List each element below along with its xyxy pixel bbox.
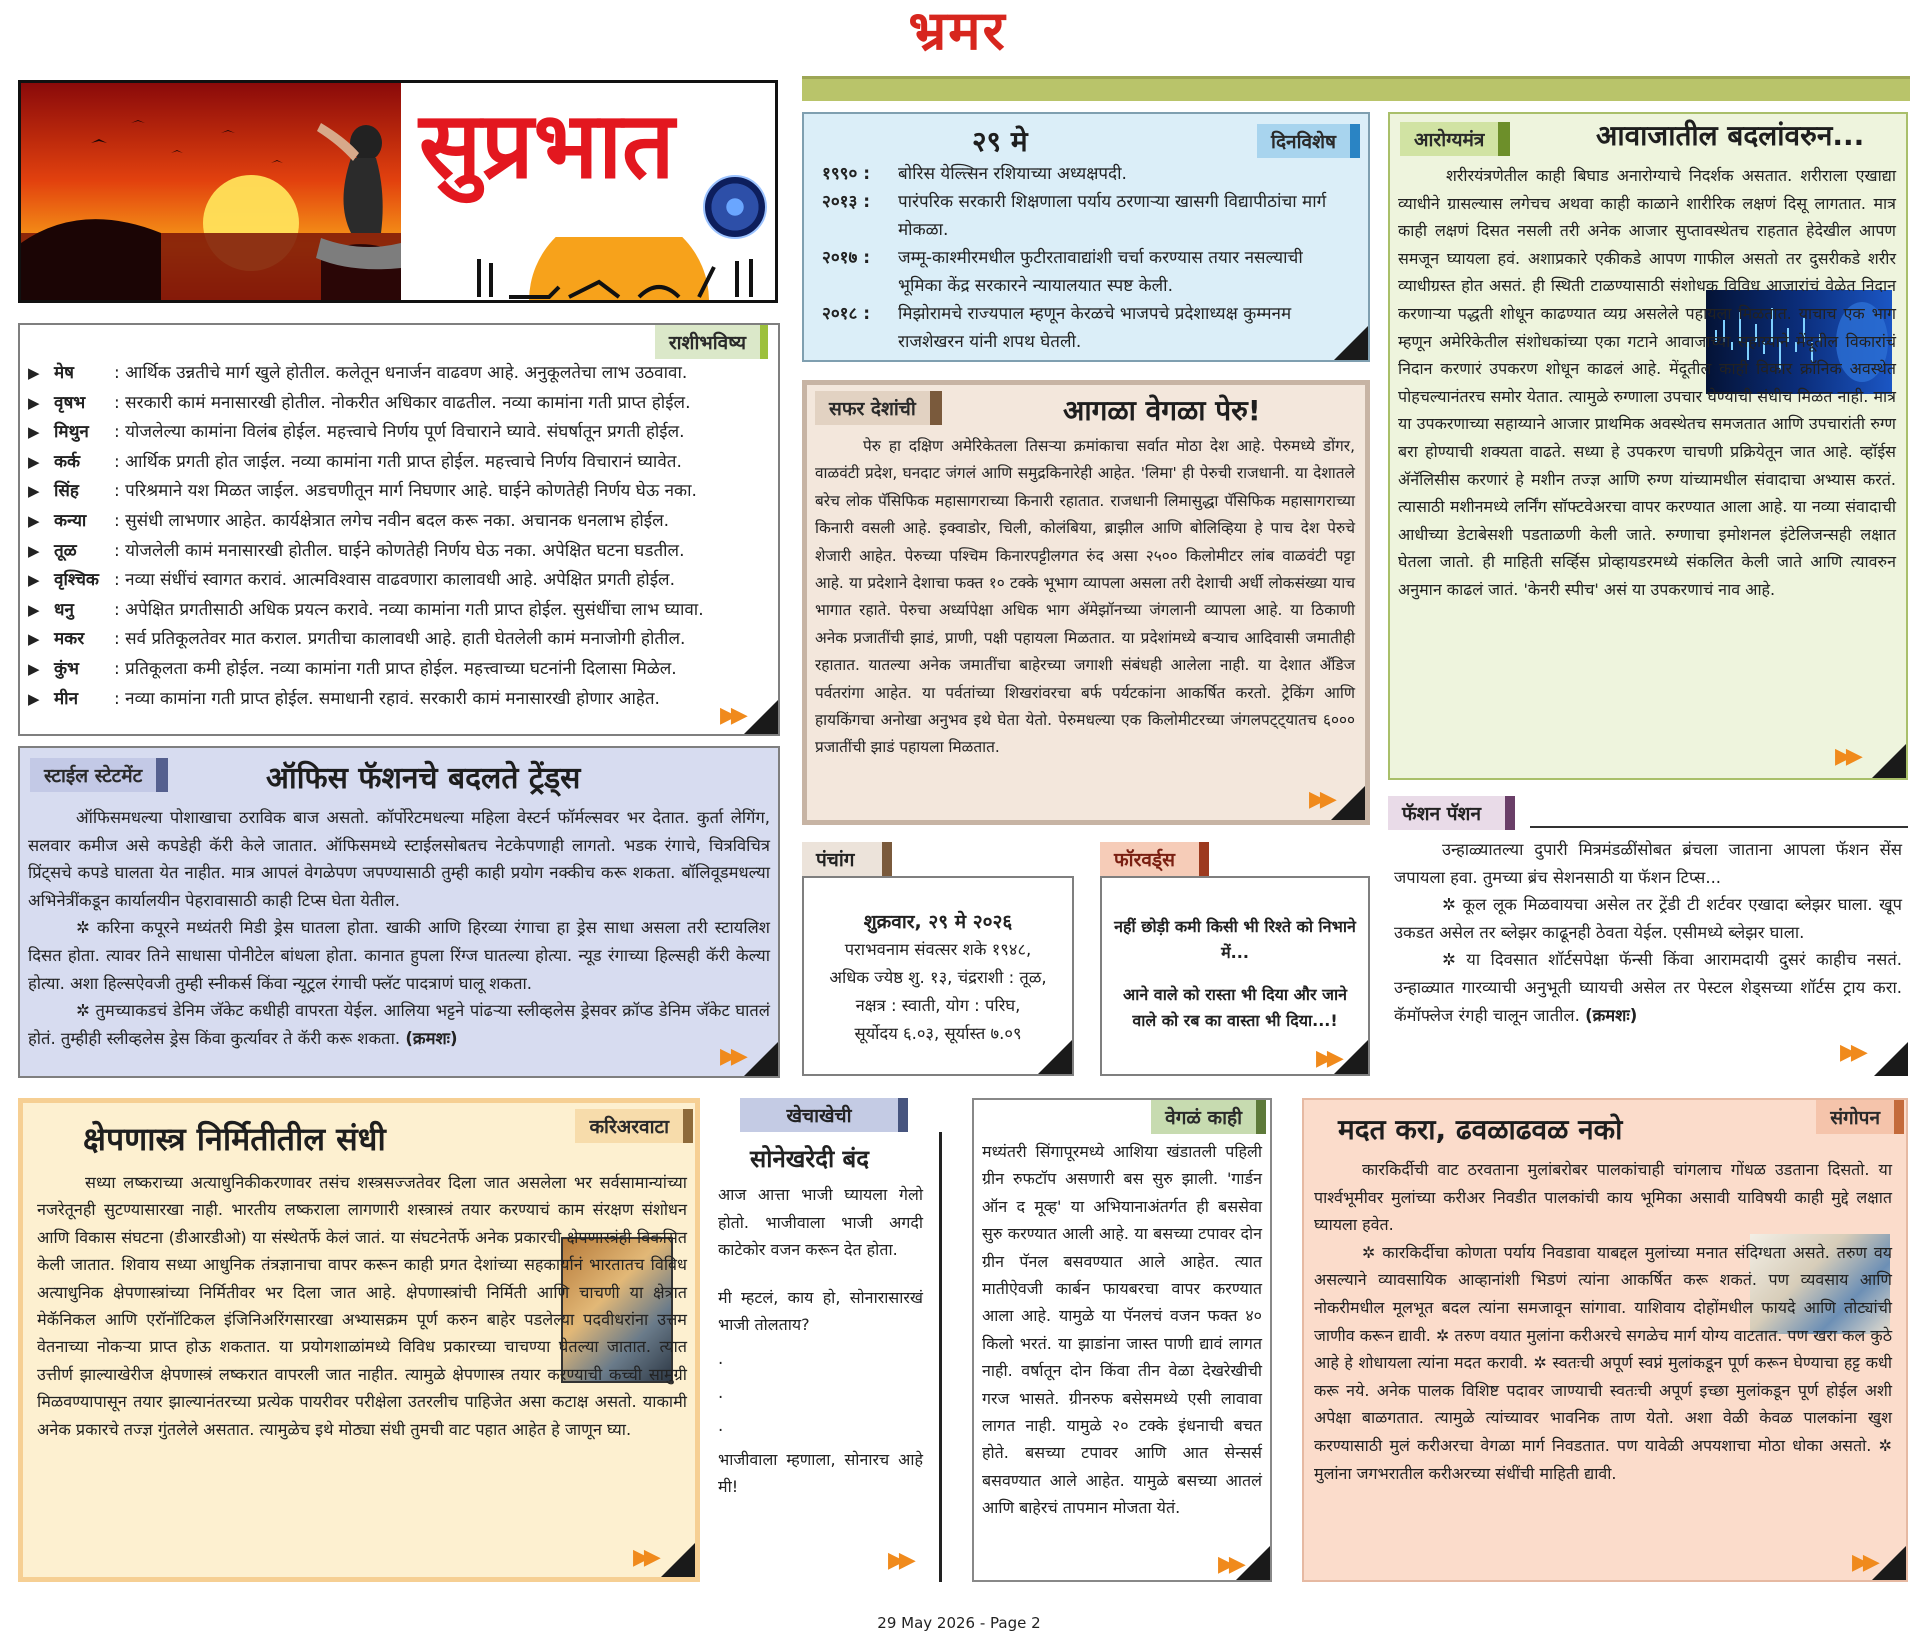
khecha-dot-1: . bbox=[718, 1348, 724, 1368]
corner-decoration bbox=[1334, 326, 1368, 360]
rashi-text: : योजलेल्या कामांना विलंब होईल. महत्त्वाचे निर्णय पूर्ण विचाराने घ्यावे. संघर्षातून प्रगती होईल. bbox=[114, 422, 685, 443]
dinvishesh-tag: दिनविशेष bbox=[1257, 124, 1360, 158]
event-text: जम्मू-काश्मीरमधील फुटीरतावाद्यांशी चर्चा करण्यास तयार नसल्याची भूमिका केंद्र सरकारने न्यायालयात स्पष्ट केली. bbox=[898, 248, 1303, 296]
suprabhat-title: सुप्रभात bbox=[419, 92, 675, 199]
forwards-panel bbox=[1100, 876, 1370, 1076]
safar-title: आगळा वेगळा पेरु! bbox=[1063, 394, 1261, 427]
rashi-sign: मकर bbox=[54, 629, 85, 650]
career-title: क्षेपणास्त्र निर्मितीतील संधी bbox=[83, 1120, 386, 1158]
rashi-sign: कर्क bbox=[54, 451, 81, 472]
dinvishesh-date: २९ मे bbox=[972, 125, 1028, 158]
masthead-logo: भ्रमर bbox=[908, 0, 1007, 62]
rashi-row bbox=[28, 507, 768, 537]
dinvishesh-event bbox=[822, 244, 1348, 300]
page-footer: 29 May 2026 - Page 2 bbox=[877, 1614, 1041, 1632]
rashi-sign: कुंभ bbox=[54, 658, 80, 679]
career-body bbox=[37, 1169, 687, 1443]
rashi-row bbox=[28, 596, 768, 626]
corner-decoration bbox=[1331, 786, 1365, 820]
play-arrow-icon: ▶ bbox=[28, 452, 40, 471]
corner-decoration bbox=[1334, 1040, 1368, 1074]
rashi-text: : नव्या कामांना गती प्राप्त होईल. समाधानी रहावं. सरकारी कामं मनासारखी होणार आहेत. bbox=[114, 688, 660, 709]
yoga-sun-strip bbox=[469, 237, 769, 301]
vegla-body: मध्यंतरी सिंगापूरमध्ये आशिया खंडातली पहिली ग्रीन रुफटॉप असणारी बस सुरु झाली. 'गार्डन ऑन द मूव्ह' या अभियानाअंतर्गत ही बससेवा सुरु करण्यात आली आहे. या बसच्या टपावर दोन ग्रीन पॅनल बसवण्यात आले आहेत. त्यात मातीऐवजी कार्बन फायबरचा वापर करण्यात आला आहे. यामुळे या पॅनलचं वजन फक्त ४० किलो भरतं. या झाडांना जास्त पाणी द्यावं लागत नाही. वर्षातून दोन किंवा तीन वेळा देखरेखीची गरज भासते. ग्रीनरुफ बसेसमध्ये एसी लावावा लागत नाही. यामुळे २० टक्के इंधनाची बचत होते. बसच्या टपावर आणि आत सेन्सर्स बसवण्यात आले आहेत. यामुळे बसच्या आतलं आणि बाहेरचं तापमान मोजता येतं. bbox=[982, 1142, 1262, 1518]
event-year: २०१७ : bbox=[822, 248, 871, 268]
rashi-row bbox=[28, 418, 768, 448]
rashi-text: : सर्व प्रतिकूलतेवर मात कराल. प्रगतीचा कालावधी आहे. हाती घेतलेली कामं मनाजोगी होतील. bbox=[114, 629, 686, 650]
safar-body: पेरु हा दक्षिण अमेरिकेतला तिसऱ्या क्रमांकाचा सर्वात मोठा देश आहे. पेरुमध्ये डोंगर, वाळवंटी प्रदेश, घनदाट जंगलं आणि समुद्रकिनारेही आहेत. 'लिमा' ही पेरुची राजधानी. या देशातले बरेच लोक पॅसिफिक महासागराच्या किनारी रहातात. राजधानी लिमासुद्धा पॅसिफिक महासागराच्या किनारी वसली आहे. इक्वाडोर, चिली, कोलंबिया, ब्राझील आणि बोलिव्हिया हे पाच देश पेरुचे शेजारी आहेत. पेरुच्या पश्चिम किनारपट्टीलगत रुंद असा २५०० किलोमीटर लांब वाळवंटी पट्टा आहे. या प्रदेशाने देशाचा फक्त १० टक्के भूभाग व्यापला असला तरी देशाची अर्धी लोकसंख्या याच भागात रहाते. पेरुचा अर्ध्यापेक्षा अधिक भाग ॲमेझॉनच्या जंगलानी व्यापला आहे. या ठिकाणी अनेक प्रजातींची झाडं, प्राणी, पक्षी पहायला मिळतात. या प्रदेशांमध्ये बऱ्याच आदिवासी जमातीही रहातात. यातल्या अनेक जमातींचा बाहेरच्या जगाशी संबंधही आलेला नाही. या देशात अँडिज पर्वतरांगा आहेत. या पर्वतांच्या शिखरांवरचा बर्फ पर्यटकांना आकर्षित करतो. ट्रेकिंग आणि हायकिंगचा अनोखा अनुभव इथे घेता येतो. पेरुमधल्या एक किलोमीटरच्या जंगलपट्ट्यातच ६००० प्रजातींची झाडं पहायला मिळतात. bbox=[815, 437, 1355, 757]
double-chevron-icon: ▶▶ bbox=[1840, 1040, 1862, 1065]
rashi-sign: मीन bbox=[54, 688, 79, 709]
rashi-sign: मेष bbox=[54, 363, 74, 383]
play-arrow-icon: ▶ bbox=[28, 482, 40, 501]
rashi-text: : आर्थिक प्रगती होत जाईल. नव्या कामांना गती प्राप्त होईल. महत्त्वाचे निर्णय विचारानं घ्यावेत. bbox=[114, 451, 682, 472]
style-paragraph-1: ऑफिसमधल्या पोशाखाचा ठराविक बाज असतो. कॉर्पोरेटमधल्या महिला वेस्टर्न फॉर्मल्सवर भर देतात. कुर्ता लेगिंग, सलवार कमीज असे कपडेही कॅरी केले जातात. ऑफिसमध्ये स्टाईलसोबतच नेटकेपणाही लागतो. भडक रंगाचे, चित्रविचित्र प्रिंट्सचे कपडे घालता येत नाहीत. मात्र आपलं वेगळेपण जपण्यासाठी तुम्ही काही प्रयोग नक्कीच करू शकता. बॉलिवूडमधल्या अभिनेत्रींकडून कार्यालयीन पेहरावासाठी काही टिप्स घेता येतील. bbox=[28, 808, 770, 910]
safar-tag: सफर देशांची bbox=[815, 391, 942, 425]
panchang-tag: पंचांग bbox=[802, 842, 892, 876]
vegla-tag: वेगळं काही bbox=[1151, 1100, 1266, 1134]
arogya-body bbox=[1398, 162, 1896, 604]
rashi-row bbox=[28, 448, 768, 478]
suprabhat-banner bbox=[18, 80, 778, 303]
play-arrow-icon: ▶ bbox=[28, 541, 40, 560]
corner-decoration bbox=[661, 1543, 695, 1577]
khecha-line-1: आज आत्ता भाजी घ्यायला गेलो होतो. भाजीवाला भाजी अगदी काटेकोर वजन करून देत होता. bbox=[718, 1185, 923, 1260]
event-text: पारंपरिक सरकारी शिक्षणाला पर्याय ठरणाऱ्या खासगी विद्यापीठांचा मार्ग मोकळा. bbox=[898, 192, 1327, 240]
arogya-title: आवाजातील बदलांवरुन... bbox=[1596, 119, 1865, 152]
rashi-bhavishya-panel bbox=[18, 323, 780, 736]
double-chevron-icon: ▶▶ bbox=[720, 703, 742, 728]
double-chevron-icon: ▶▶ bbox=[1218, 1552, 1240, 1577]
sunset-illustration bbox=[21, 83, 401, 300]
khecha-tag: खेचाखेची bbox=[740, 1098, 908, 1132]
rashi-sign: सिंह bbox=[54, 481, 79, 502]
fashion-tag-underline bbox=[1530, 826, 1908, 828]
panchang-line-2: अधिक ज्येष्ठ शु. १३, चंद्रराशी : तूळ, bbox=[829, 968, 1047, 987]
header-divider-bar bbox=[802, 76, 1910, 101]
event-text: बोरिस येल्त्सिन रशियाच्या अध्यक्षपदी. bbox=[898, 164, 1127, 184]
play-arrow-icon: ▶ bbox=[28, 689, 40, 708]
double-chevron-icon: ▶▶ bbox=[1309, 787, 1331, 812]
style-paragraph-3: ✲ तुमच्याकडचं डेनिम जॅकेट कधीही वापरता येईल. आलिया भट्टने पांढऱ्या स्लीव्हलेस ड्रेसवर क्रॉप्ड डेनिम जॅकेट घातलं होतं. तुम्हीही स्लीव्हलेस ड्रेस किंवा कुर्त्यावर ते कॅरी करू शकता. (क्रमशः) bbox=[28, 1001, 770, 1048]
dinvishesh-panel bbox=[802, 112, 1370, 362]
double-chevron-icon: ▶▶ bbox=[1852, 1550, 1874, 1575]
sangopan-paragraph-2: ✲ कारकिर्दीचा कोणता पर्याय निवडावा याबद्दल मुलांच्या मनात संदिग्धता असते. तरुण वय असल्याने व्यावसायिक आव्हानांशी भिडणं त्यांना आकर्षित करू शकतं. पण व्यवसाय आणि नोकरीमधील मूलभूत बदल त्यांना समजावून सांगावा. याशिवाय दोहोंमधील फायदे आणि तोट्यांची जाणीव करून द्यावी. ✲ तरुण वयात मुलांना करीअरचे सगळेच मार्ग योग्य वाटतात. पण खरा कल कुठे आहे हे शोधायला त्यांना मदत करावी. ✲ स्वतःची अपूर्ण स्वप्नं मुलांकडून पूर्ण करून घेण्याचा हट्ट कधी करू नये. अनेक पालक विशिष्ट पदावर जाण्याची स्वतःची अपूर्ण इच्छा मुलांकडून पूर्ण होईल अशी अपेक्षा बाळगतात. त्यामुळे त्यांच्यावर भावनिक ताण येतो. अशा वेळी केवळ पालकांना खुश करण्यासाठी मुलं करीअरचा वेगळा मार्ग निवडतात. पण यावेळी अपयशाचा मोठा धोका असतो. ✲ मुलांना जगभरातील करीअरच्या संधींची माहिती द्यावी. bbox=[1314, 1242, 1892, 1483]
sangopan-title: मदत करा, ढवळाढवळ नको bbox=[1338, 1113, 1623, 1146]
forwards-line-2: आने वाले को रास्ता भी दिया और जाने वाले को रब का वास्ता भी दिया...! bbox=[1123, 985, 1347, 1030]
rashi-row bbox=[28, 359, 768, 389]
khecha-dot-3: . bbox=[718, 1416, 724, 1436]
corner-decoration bbox=[1038, 1040, 1072, 1074]
rashi-row bbox=[28, 537, 768, 567]
sangopan-tag: संगोपन bbox=[1816, 1100, 1904, 1134]
arogya-panel bbox=[1388, 112, 1908, 780]
event-year: २०१८ : bbox=[822, 304, 871, 324]
rashi-text: : नव्या संधींचं स्वागत करावं. आत्मविश्वास वाढवणारा कालावधी आहे. अपेक्षित प्रगती होईल. bbox=[114, 570, 675, 591]
forwards-tag: फॉरवर्ड्स bbox=[1100, 842, 1209, 876]
fashion-paragraph-2: ✲ कूल लूक मिळवायचा असेल तर ट्रेंडी टी शर्टवर एखादा ब्लेझर घाला. खूप उकडत असेल तर ब्लेझर काढूनही ठेवता येईल. एसीमध्ये ब्लेझर घाला. bbox=[1394, 895, 1902, 942]
play-arrow-icon: ▶ bbox=[28, 423, 40, 442]
rashi-text: : प्रतिकूलता कमी होईल. नव्या कामांना गती प्राप्त होईल. महत्त्वाच्या घटनांनी दिलासा मिळेल. bbox=[114, 658, 677, 679]
dinvishesh-event bbox=[822, 160, 1348, 188]
forwards-line-1: नहीं छोड़ी कमी किसी भी रिश्ते को निभाने में... bbox=[1114, 917, 1356, 962]
play-arrow-icon: ▶ bbox=[28, 630, 40, 649]
panchang-line-4: सूर्योदय ६.०३, सूर्यास्त ७.०९ bbox=[854, 1024, 1022, 1043]
rashi-sign: धनु bbox=[54, 599, 74, 620]
rashi-text: : आर्थिक उन्नतीचे मार्ग खुले होतील. कलेतून धनार्जन वाढवण आहे. अनुकूलतेचा लाभ उठवावा. bbox=[114, 363, 688, 383]
corner-decoration bbox=[1872, 744, 1906, 778]
rashi-row bbox=[28, 477, 768, 507]
khecha-line-3: भाजीवाला म्हणाला, सोनारच आहे मी! bbox=[718, 1449, 923, 1497]
play-arrow-icon: ▶ bbox=[28, 393, 40, 412]
style-statement-panel bbox=[18, 746, 780, 1078]
corner-decoration bbox=[1874, 1042, 1908, 1076]
fashion-tag: फॅशन पॅशन bbox=[1388, 796, 1515, 830]
rashi-sign: वृषभ bbox=[54, 392, 86, 413]
double-chevron-icon: ▶▶ bbox=[888, 1548, 910, 1573]
rashi-sign: मिथुन bbox=[54, 422, 89, 443]
arogya-text: शरीरयंत्रणेतील काही बिघाड अनारोग्याचे निदर्शक असतात. शरीराला एखाद्या व्याधीने ग्रासल्यास लगेचच अथवा काही काळाने शारीरिक लक्षणं दिसू लागतात. मात्र काही लक्षणं दिसत नसली तरी अनेक आजार सुप्तावस्थेतच राहतात हेदेखील आपण समजून घ्यायला हवं. अशाप्रकारे एकीकडे आपण गाफील असतो तर दुसरीकडे शरीर व्याधीग्रस्त होत असतं. ही स्थिती टाळण्यासाठी संशोधक विविध आजारांचं वेळेत निदान करणाऱ्या पद्धती शोधून काढण्यात व्यग्र असलेले पहायला मिळतात. याचाच एक भाग म्हणून अमेरिकेतील संशोधकांच्या एका गटाने आवाजाच्या सहाय्याने मेंदूतील विकारांचं निदान करणारं उपकरण शोधून काढलं आहे. मेंदूतील काही विकार क्रॉनिक अवस्थेत पोहचल्यानंतरच समोर येतात. त्यामुळे रुग्णाला उपचार घेण्याची संधीच मिळत नाही. मात्र या उपकरणाच्या सहाय्याने आजार प्राथमिक अवस्थेतच समजतात आणि उपचारांती रुग्ण बरा होण्याची शक्यता वाढते. सध्या हे उपकरण चाचणी प्रक्रियेतून जात आहे. व्हॉईस ॲनॅलिसीस करणारं हे मशीन तज्ज्ञ आणि रुग्ण यांच्यामधील संवादाचा अभ्यास करतं. त्यासाठी मशीनमध्ये लर्निंग सॉफ्टवेअरचा वापर करण्यात आला आहे. या नव्या संवादाची आधीच्या डेटाबेसशी पडताळणी केली जाते. रुग्णाचा इमोशनल इंटेलिजन्सही लक्षात घेतला जातो. ही माहिती सर्व्हिस प्रोव्हायडरमध्ये संकलित केली जाते आणि त्यावरुन अनुमान काढलं जातं. 'केनरी स्पीच' असं या उपकरणाचं नाव आहे. bbox=[1398, 166, 1896, 599]
rashi-text: : परिश्रमाने यश मिळत जाईल. अडचणीतून मार्ग निघणार आहे. घाईने कोणतेही निर्णय घेऊ नका. bbox=[114, 481, 697, 502]
rashi-row bbox=[28, 566, 768, 596]
vegla-panel bbox=[972, 1098, 1272, 1582]
panchang-panel bbox=[802, 876, 1074, 1076]
play-arrow-icon: ▶ bbox=[28, 511, 40, 530]
rashi-sign: तूळ bbox=[54, 540, 77, 561]
rashi-sign: वृश्चिक bbox=[54, 570, 99, 591]
rashi-list bbox=[28, 359, 768, 714]
panchang-line-1: पराभवनाम संवत्सर शके १९४८, bbox=[844, 940, 1032, 959]
style-paragraph-2: ✲ करिना कपूरने मध्यंतरी मिडी ड्रेस घातला होता. खाकी आणि हिरव्या रंगाचा हा ड्रेस साधा असला तरी स्टायलिश दिसत होता. त्यावर तिने साधासा पोनीटेल बांधला होता. कानात हुपला रिंग्ज घातल्या होत्या. न्यूड रंगाच्या हिल्सही कॅरी केल्या होत्या. अशा हिल्सऐवजी तुम्ही स्नीकर्स किंवा न्यूट्रल रंगाची फ्लॅट पादत्राणं घालू शकता. bbox=[28, 918, 770, 993]
sangopan-panel bbox=[1302, 1098, 1908, 1582]
event-year: १९९० : bbox=[822, 164, 871, 184]
corner-decoration bbox=[1236, 1546, 1270, 1580]
fashion-continued: (क्रमशः) bbox=[1585, 1005, 1638, 1025]
rashi-tag: राशीभविष्य bbox=[655, 325, 768, 359]
rashi-row bbox=[28, 625, 768, 655]
event-year: २०१३ : bbox=[822, 192, 871, 212]
rashi-row bbox=[28, 685, 768, 715]
career-text: सध्या लष्कराच्या अत्याधुनिकीकरणावर तसंच शस्त्रसज्जतेवर दिला जात असलेला भर सर्वसामान्यांच्या नजरेतूनही सुटण्यासारखा नाही. भारतीय लष्कराला लागणारी शस्त्रास्त्रं तयार करण्याचं काम संरक्षण संशोधन आणि विकास संघटना (डीआरडीओ) या संस्थेतर्फे केलं जातं. या संघटनेतर्फे अनेक प्रकारची क्षेपणास्त्रंही विकसित केली जातात. शिवाय सध्या आधुनिक तंत्रज्ञानाचा वापर करून काही प्रगत देशांच्या सहकार्यानं भारतातच विविध अत्याधुनिक क्षेपणास्त्रांच्या निर्मितीवर भर दिला जात आहे. क्षेपणास्त्रांची निर्मिती आणि चाचणी या क्षेत्रात मेकॅनिकल आणि एरॉनॉटिकल इंजिनिअरिंगसारखा अभ्यासक्रम पूर्ण करुन बाहेर पडलेल्या पदवीधरांना उत्तम वेतनाच्या नोकऱ्या प्राप्त होऊ शकतात. या प्रयोगशाळांमध्ये विविध प्रकारच्या चाचण्या घेतल्या जातात. त्यात उत्तीर्ण झाल्याखेरीज क्षेपणास्त्रं लष्करात वापरली जात नाहीत. त्यामुळे क्षेपणास्त्र तयार करण्याची कच्ची सामुग्री मिळवण्यापासून तयार झाल्यानंतरच्या प्रत्येक पायरीवर परीक्षेला उतरलीच पाहिजेत असा कटाक्ष असतो. याकामी अनेक प्रकारचे तज्ज्ञ गुंतलेले असतात. त्यामुळेच इथे मोठ्या संधी तुमची वाट पहात आहेत हे जाणून घ्या. bbox=[37, 1173, 687, 1439]
career-tag: करिअरवाटा bbox=[575, 1109, 693, 1143]
panchang-date: शुक्रवार, २९ मे २०२६ bbox=[863, 911, 1013, 933]
play-arrow-icon: ▶ bbox=[28, 600, 40, 619]
corner-decoration bbox=[1872, 1546, 1906, 1580]
dinvishesh-list bbox=[822, 160, 1348, 356]
dinvishesh-event bbox=[822, 188, 1348, 244]
rashi-text: : योजलेली कामं मनासारखी होतील. घाईने कोणतेही निर्णय घेऊ नका. अपेक्षित घटना घडतील. bbox=[114, 540, 685, 561]
fashion-paragraph-3: ✲ या दिवसात शॉर्टसपेक्षा फॅन्सी किंवा आरामदायी दुसरं काहीच नसतं. उन्हाळ्यात गारव्याची अनुभूती घ्यायची असेल तर पेस्टल शेड्सच्या शॉर्टस ट्राय करा. कॅमॉफ्लेज रंगही चालून जातील. (क्रमशः) bbox=[1394, 950, 1902, 1025]
double-chevron-icon: ▶▶ bbox=[720, 1044, 742, 1069]
career-panel bbox=[18, 1098, 700, 1582]
play-arrow-icon: ▶ bbox=[28, 364, 40, 382]
style-title: ऑफिस फॅशनचे बदलते ट्रेंड्स bbox=[266, 761, 581, 796]
style-continued: (क्रमशः) bbox=[405, 1028, 458, 1048]
rashi-text: : सुसंधी लाभणार आहेत. कार्यक्षेत्रात लगेच नवीन बदल करू नका. अचानक धनलाभ होईल. bbox=[114, 510, 670, 531]
rashi-sign: कन्या bbox=[54, 510, 87, 531]
rashi-text: : सरकारी कामं मनासारखी होतील. नोकरीत अधिकार वाढतील. नव्या कामांना गती प्राप्त होईल. bbox=[114, 392, 691, 413]
rashi-row bbox=[28, 655, 768, 685]
play-arrow-icon: ▶ bbox=[28, 571, 40, 590]
dinvishesh-event bbox=[822, 300, 1348, 356]
style-tag: स्टाईल स्टेटमेंट bbox=[30, 758, 168, 792]
double-chevron-icon: ▶▶ bbox=[1835, 744, 1857, 769]
rashi-row bbox=[28, 389, 768, 419]
fashion-panel bbox=[1388, 836, 1908, 1076]
panchang-line-3: नक्षत्र : स्वाती, योग : परिघ, bbox=[855, 996, 1021, 1015]
play-arrow-icon: ▶ bbox=[28, 659, 40, 678]
arogya-tag: आरोग्यमंत्र bbox=[1400, 122, 1510, 156]
event-text: मिझोरामचे राज्यपाल म्हणून केरळचे भाजपचे प्रदेशाध्यक्ष कुम्मनम राजशेखरन यांनी शपथ घेतली. bbox=[898, 304, 1292, 352]
fashion-paragraph-1: उन्हाळ्यातल्या दुपारी मित्रमंडळींसोबत ब्रंचला जाताना आपला फॅशन सेंस जपायला हवा. तुमच्या ब्रंच सेशनसाठी या फॅशन टिप्स... bbox=[1394, 840, 1902, 887]
khecha-dot-2: . bbox=[718, 1382, 724, 1402]
khecha-panel bbox=[710, 1132, 942, 1582]
safar-panel bbox=[802, 380, 1370, 825]
corner-decoration bbox=[744, 1042, 778, 1076]
double-chevron-icon: ▶▶ bbox=[633, 1545, 655, 1570]
sangopan-body bbox=[1314, 1156, 1892, 1487]
khecha-title: सोनेखरेदी बंद bbox=[750, 1145, 869, 1173]
corner-decoration bbox=[744, 700, 778, 734]
double-chevron-icon: ▶▶ bbox=[1316, 1046, 1338, 1071]
zodiac-wheel-icon bbox=[703, 175, 767, 239]
khecha-line-2: मी म्हटलं, काय हो, सोनारासारखं भाजी तोलताय? bbox=[718, 1287, 923, 1335]
rashi-text: : अपेक्षित प्रगतीसाठी अधिक प्रयत्न करावे. नव्या कामांना गती प्राप्त होईल. सुसंधींचा लाभ घ्यावा. bbox=[114, 599, 704, 620]
sangopan-paragraph-1: कारकिर्दीची वाट ठरवताना मुलांबरोबर पालकांचाही चांगलाच गोंधळ उडताना दिसतो. या पार्श्वभूमीवर मुलांच्या करीअर निवडीत पालकांची काय भूमिका असावी याविषयी काही मुद्दे लक्षात घ्यायला हवेत. bbox=[1314, 1160, 1892, 1235]
